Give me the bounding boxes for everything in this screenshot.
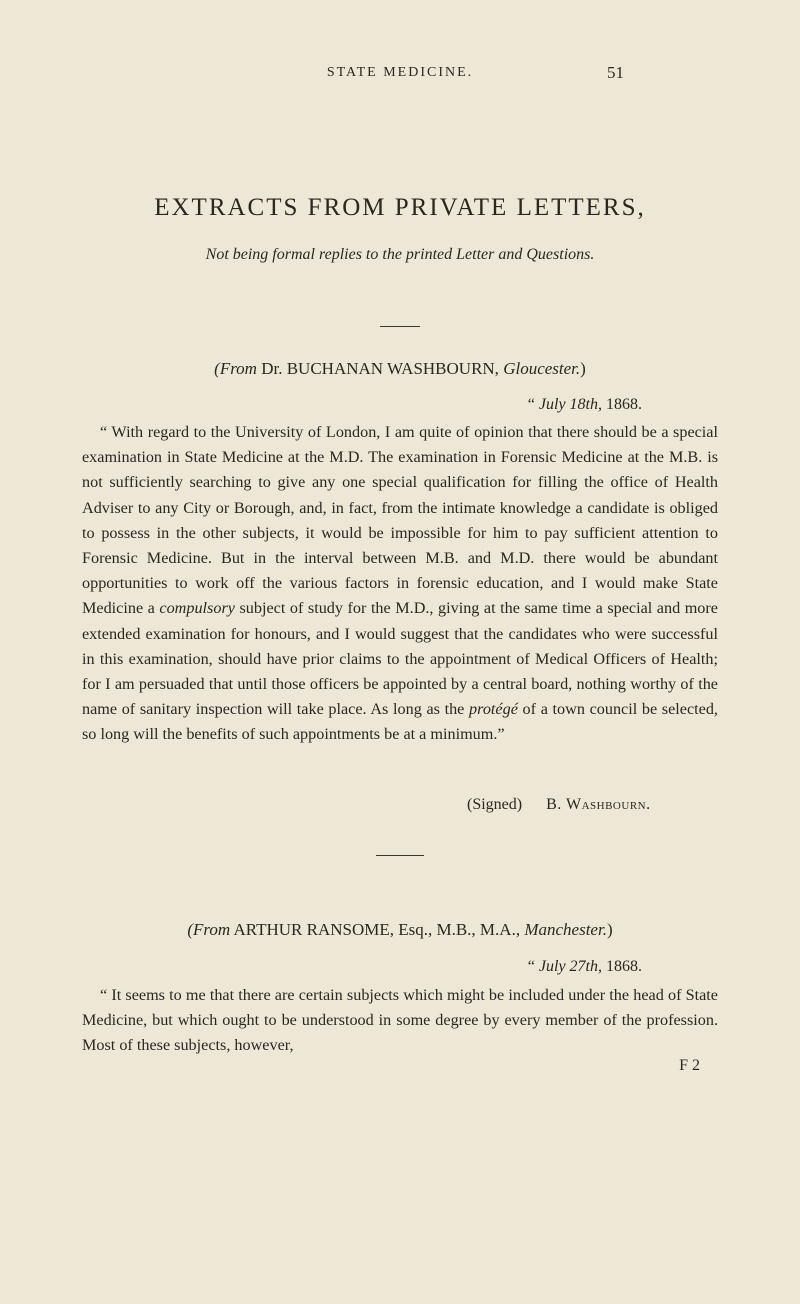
- letter-1-author: Dr. BUCHANAN WASHBOURN,: [256, 359, 504, 378]
- letter-1-text-c: of a town council be selected, so long will the benefits of such appointments be at a minimum.”: [82, 700, 718, 744]
- letter-1-date-quote: “: [527, 396, 539, 413]
- signed-name: B. Washbourn.: [546, 796, 651, 813]
- main-title: EXTRACTS FROM PRIVATE LETTERS,: [154, 194, 646, 221]
- section-divider-2: [376, 855, 424, 856]
- letter-2-date: [528, 958, 642, 976]
- page-number: 51: [607, 63, 624, 82]
- letter-1-emphasis-protege: protégé: [469, 700, 518, 719]
- letter-1-date-year: 1868.: [602, 396, 642, 413]
- letter-1-place: Gloucester.: [503, 359, 581, 378]
- letter-2-place: Manchester.: [524, 920, 607, 939]
- letter-2-paragraph: “ It seems to me that there are certain subjects which might be included under the head of State Medicine, but which ought to be understood in some degree by every member of the profession. Most of these subjects, however,: [82, 986, 718, 1055]
- letter-1-body: [82, 420, 718, 748]
- letter-1-date: [528, 396, 642, 414]
- letter-2-from-prefix: (From: [187, 920, 231, 939]
- running-title: STATE MEDICINE.: [326, 65, 474, 80]
- signature-mark: F 2: [679, 1057, 700, 1074]
- running-head: [0, 63, 800, 87]
- letter-2-date-year: 1868.: [602, 958, 642, 975]
- letter-2-body: [82, 983, 718, 1059]
- letter-1-text-b: subject of study for the M.D., giving at the same time a special and more extended examination for honours, and I would suggest that the candidates who were successful in this examination, should have prior claims to the appointment of Medical Officers of Health; for I am persuaded that until those officers be appointed by a central board, nothing worthy of the name of sanitary inspection will take place. As long as the: [82, 599, 718, 719]
- letter-1-from-line: [0, 359, 800, 379]
- letter-2-date-quote: “: [527, 958, 539, 975]
- letter-1-date-text: July 18th,: [538, 396, 602, 413]
- letter-2-from-line: [0, 920, 800, 940]
- letter-2-from-suffix: ): [606, 920, 613, 939]
- letter-2-date-text: July 27th,: [538, 958, 602, 975]
- letter-1-from-suffix: ): [580, 359, 586, 378]
- letter-1-paragraph: [82, 420, 718, 748]
- section-divider: [380, 326, 420, 327]
- letter-2-author: ARTHUR RANSOME, Esq., M.B., M.A.,: [230, 920, 525, 939]
- letter-1-from-prefix: (From: [214, 359, 257, 378]
- letter-1-text-a: “ With regard to the University of London, I am quite of opinion that there should be a special examination in State Medicine at the M.D. The examination in Forensic Medicine at the M.B. is not sufficiently searching to give any one special qualification for filling the office of Health Adviser to any City or Borough, and, in fact, from the intimate knowledge a candidate is obliged to possess in the other subjects, it would be impossible for him to pay sufficient attention to Forensic Medicine. But in the interval between M.B. and M.D. there would be abundant opportunities to work off the various factors in forensic education, and I would make State Medicine a: [82, 423, 718, 618]
- signed-label: (Signed): [467, 796, 523, 813]
- subtitle: Not being formal replies to the printed Letter and Questions.: [205, 246, 595, 263]
- letter-1-emphasis-compulsory: compulsory: [159, 599, 235, 618]
- letter-1-signature: [467, 796, 651, 814]
